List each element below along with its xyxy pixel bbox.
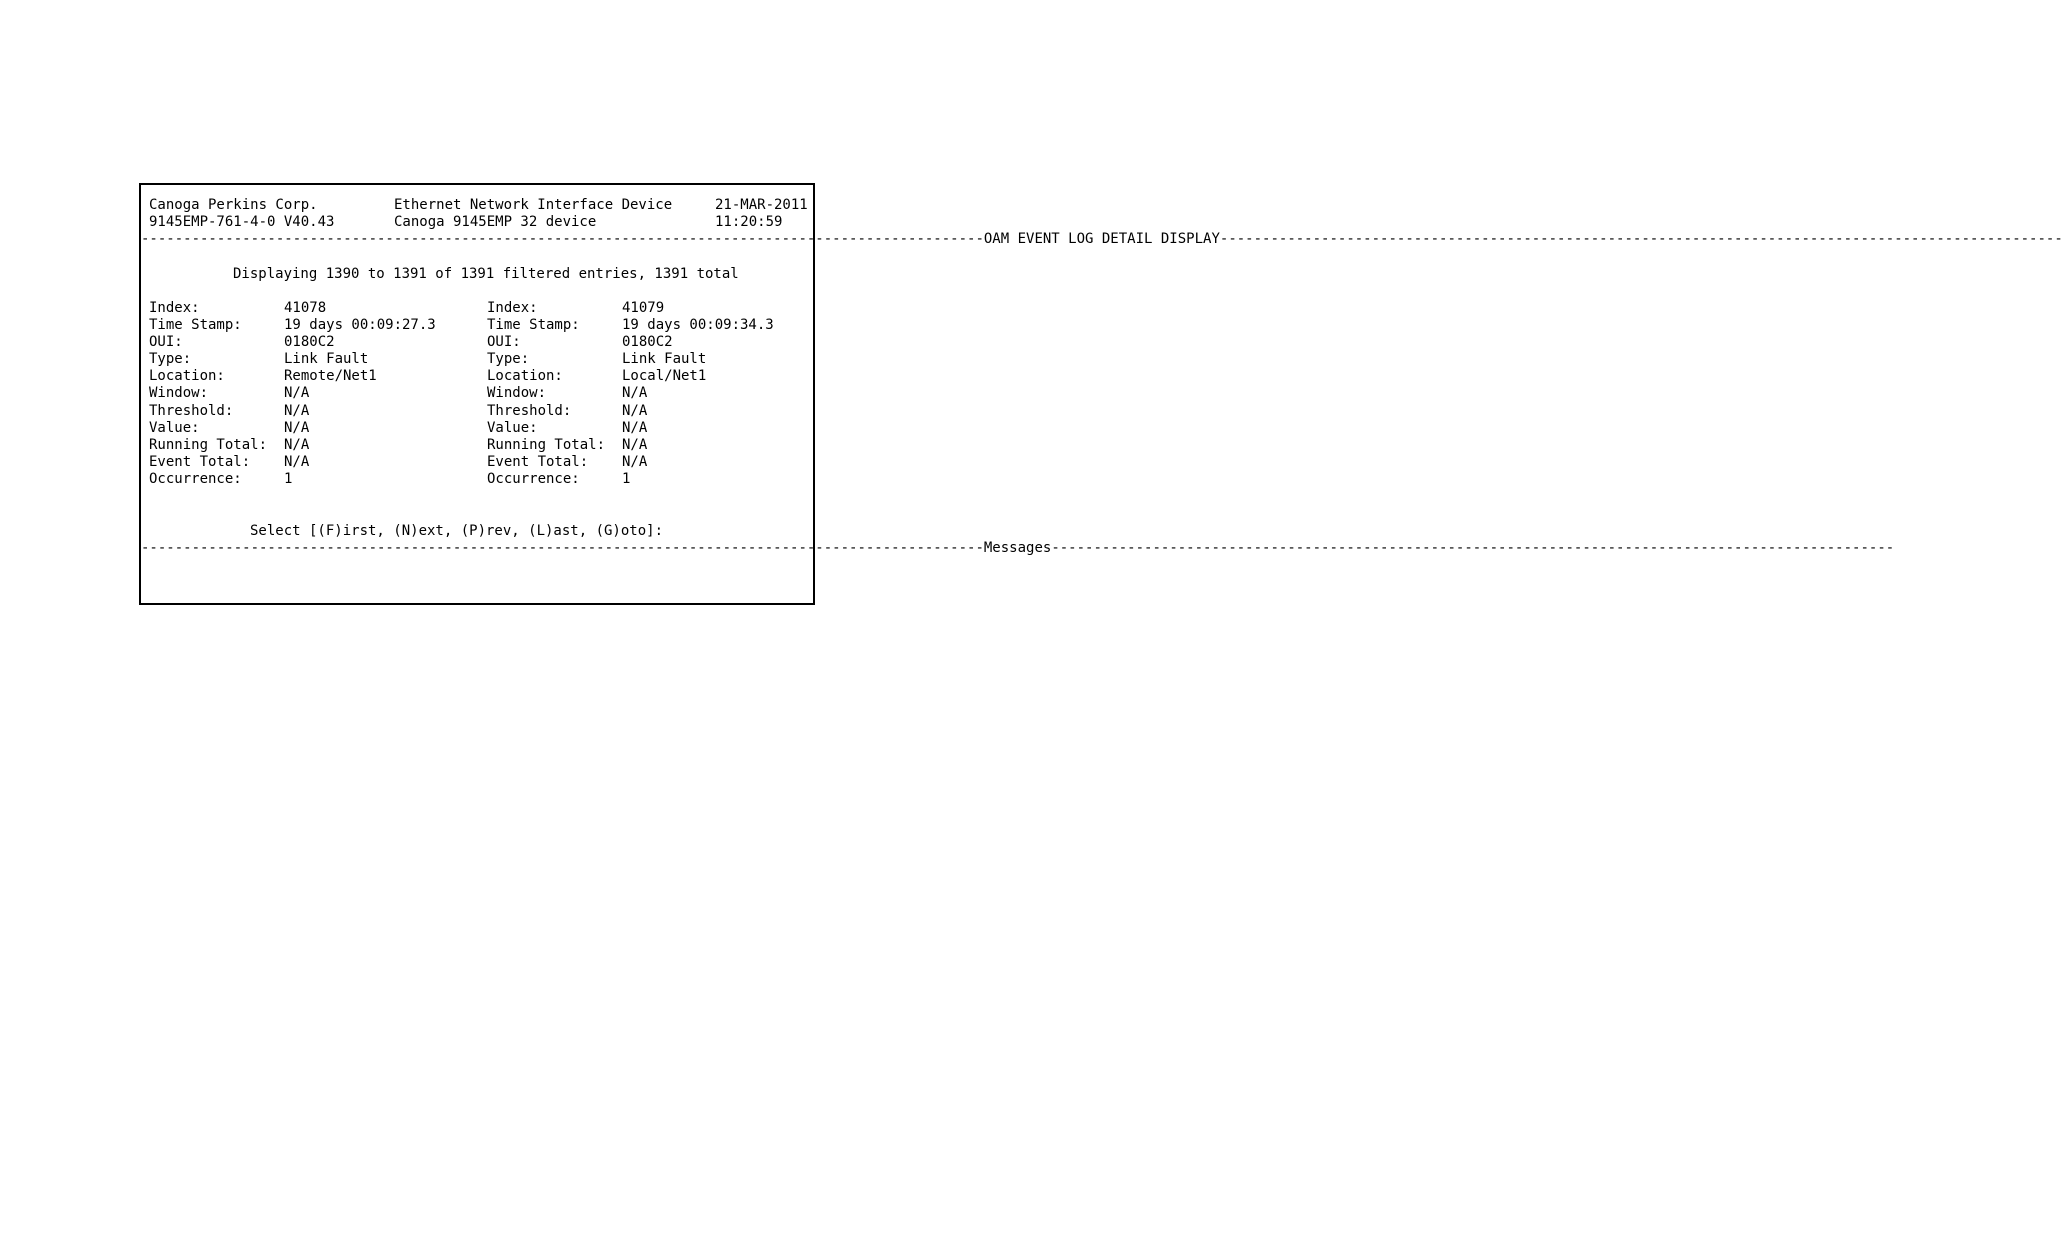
messages-area bbox=[149, 561, 799, 595]
firmware-version: 9145EMP-761-4-0 V40.43 bbox=[149, 214, 335, 230]
label-window: Window: bbox=[149, 385, 209, 401]
value-value: N/A bbox=[622, 420, 648, 436]
label-value: Value: bbox=[149, 420, 200, 436]
date-readout: 21-MAR-2011 bbox=[715, 197, 808, 213]
label-occurrence: Occurrence: bbox=[149, 471, 242, 487]
value-event-total: N/A bbox=[284, 454, 310, 470]
label-value: Value: bbox=[487, 420, 538, 436]
messages-title-bar bbox=[141, 540, 1895, 557]
terminal-window bbox=[139, 183, 2063, 605]
label-index: Index: bbox=[487, 300, 538, 316]
label-threshold: Threshold: bbox=[149, 403, 234, 419]
value-event-total: N/A bbox=[622, 454, 648, 470]
value-value: N/A bbox=[284, 420, 310, 436]
value-window: N/A bbox=[284, 385, 310, 401]
messages-divider-left: ---------------------------------------------------------------------------------------------------- bbox=[141, 540, 984, 556]
label-event-total: Event Total: bbox=[487, 454, 589, 470]
value-index: 41079 bbox=[622, 300, 665, 316]
value-oui: 0180C2 bbox=[622, 334, 673, 350]
label-location: Location: bbox=[487, 368, 563, 384]
value-time-stamp: 19 days 00:09:27.3 bbox=[284, 317, 436, 333]
messages-divider-right: ---------------------------------------------------------------------------------------------------- bbox=[1051, 540, 1895, 556]
label-window: Window: bbox=[487, 385, 547, 401]
messages-title: Messages bbox=[983, 540, 1052, 556]
screen-title: OAM EVENT LOG DETAIL DISPLAY bbox=[983, 231, 1220, 247]
value-location: Local/Net1 bbox=[622, 368, 707, 384]
time-readout: 11:20:59 bbox=[715, 214, 783, 230]
device-model: Canoga 9145EMP 32 device bbox=[394, 214, 597, 230]
value-type: Link Fault bbox=[622, 351, 707, 367]
screen-title-bar bbox=[141, 231, 2063, 248]
company-name: Canoga Perkins Corp. bbox=[149, 197, 318, 213]
label-index: Index: bbox=[149, 300, 200, 316]
value-location: Remote/Net1 bbox=[284, 368, 377, 384]
value-threshold: N/A bbox=[284, 403, 310, 419]
label-threshold: Threshold: bbox=[487, 403, 572, 419]
navigation-prompt[interactable]: Select [(F)irst, (N)ext, (P)rev, (L)ast, (G)oto]: bbox=[250, 523, 664, 539]
value-occurrence: 1 bbox=[622, 471, 631, 487]
title-divider-right: ---------------------------------------------------------------------------------------------------- bbox=[1219, 231, 2063, 247]
label-time-stamp: Time Stamp: bbox=[487, 317, 580, 333]
label-type: Type: bbox=[149, 351, 192, 367]
value-running-total: N/A bbox=[284, 437, 310, 453]
label-oui: OUI: bbox=[149, 334, 183, 350]
title-divider-left: ---------------------------------------------------------------------------------------------------- bbox=[141, 231, 984, 247]
label-type: Type: bbox=[487, 351, 530, 367]
value-oui: 0180C2 bbox=[284, 334, 335, 350]
label-running-total: Running Total: bbox=[149, 437, 268, 453]
label-occurrence: Occurrence: bbox=[487, 471, 580, 487]
label-event-total: Event Total: bbox=[149, 454, 251, 470]
value-index: 41078 bbox=[284, 300, 327, 316]
value-occurrence: 1 bbox=[284, 471, 293, 487]
label-time-stamp: Time Stamp: bbox=[149, 317, 242, 333]
value-running-total: N/A bbox=[622, 437, 648, 453]
value-type: Link Fault bbox=[284, 351, 369, 367]
value-window: N/A bbox=[622, 385, 648, 401]
label-location: Location: bbox=[149, 368, 225, 384]
value-threshold: N/A bbox=[622, 403, 648, 419]
entries-summary: Displaying 1390 to 1391 of 1391 filtered entries, 1391 total bbox=[233, 266, 739, 282]
label-oui: OUI: bbox=[487, 334, 521, 350]
device-description: Ethernet Network Interface Device bbox=[394, 197, 673, 213]
label-running-total: Running Total: bbox=[487, 437, 606, 453]
value-time-stamp: 19 days 00:09:34.3 bbox=[622, 317, 774, 333]
